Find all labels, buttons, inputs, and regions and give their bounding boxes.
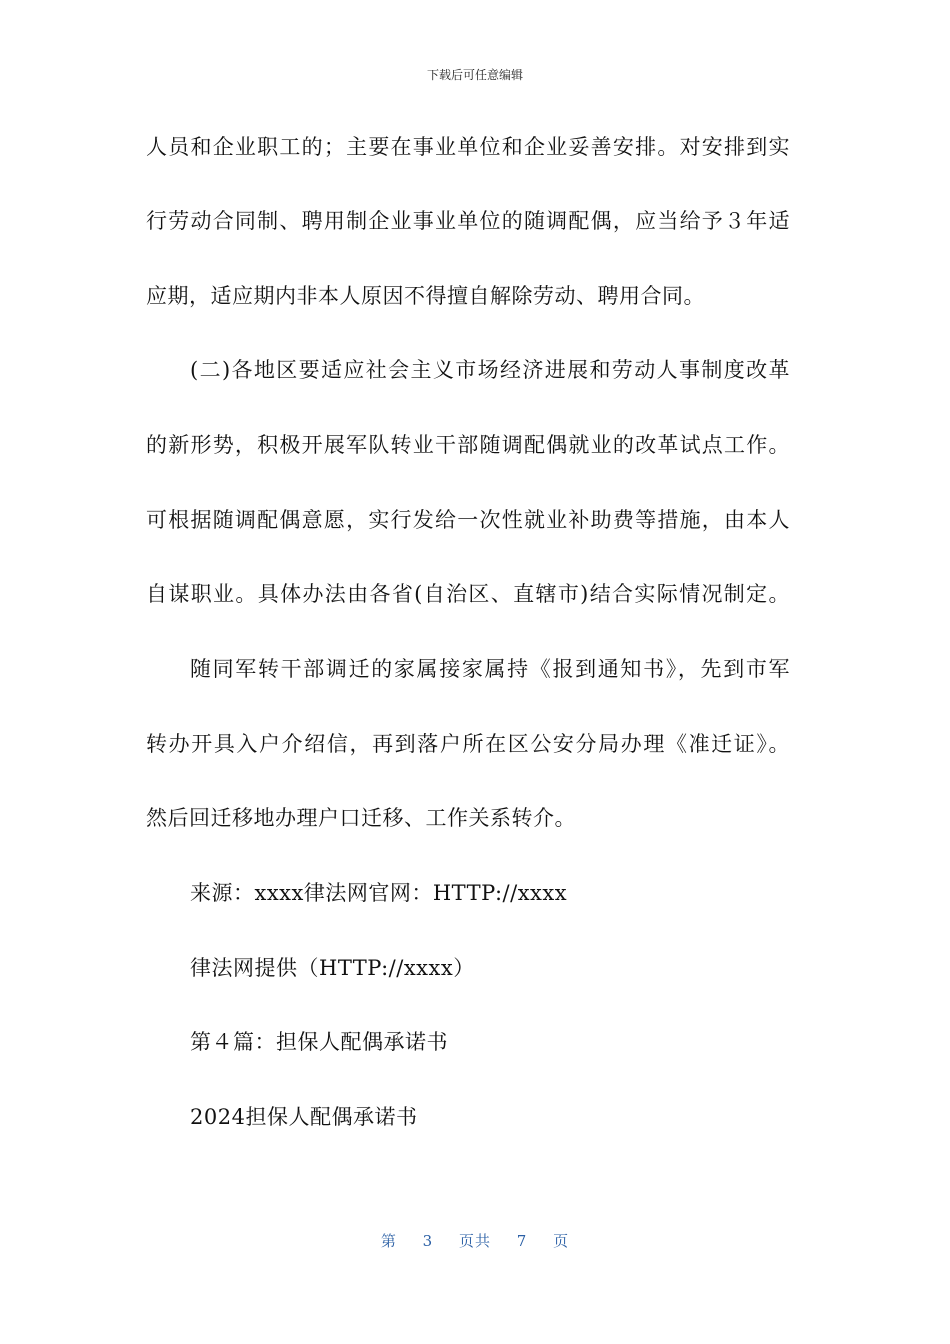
provider-line: 律法网提供（HTTP://xxxx） [190, 956, 475, 980]
paragraph-line: 的新形势，积极开展军队转业干部随调配偶就业的改革试点工作。 [146, 433, 790, 457]
total-pages: 7 [516, 1232, 528, 1250]
paragraph-line: 转办开具入户介绍信，再到落户所在区公安分局办理《准迁证》。 [146, 732, 790, 756]
document-title: 2024担保人配偶承诺书 [190, 1105, 418, 1129]
page-label: 第 [380, 1232, 397, 1250]
paragraph-line: 应期，适应期内非本人原因不得擅自解除劳动、聘用合同。 [146, 284, 705, 308]
page-footer [0, 1230, 950, 1251]
paragraph-line: 人员和企业职工的；主要在事业单位和企业妥善安排。对安排到实 [146, 135, 790, 159]
paragraph-line: 随同军转干部调迁的家属接家属持《报到通知书》，先到市军 [190, 657, 790, 681]
source-line: 来源：xxxx律法网官网：HTTP://xxxx [190, 881, 568, 905]
section-heading: 第４篇：担保人配偶承诺书 [190, 1030, 448, 1054]
paragraph-line: (二)各地区要适应社会主义市场经济进展和劳动人事制度改革 [190, 358, 790, 382]
page-number: 3 [422, 1232, 434, 1250]
page-header: 下载后可任意编辑 [426, 68, 523, 82]
paragraph-line: 自谋职业。具体办法由各省(自治区、直辖市)结合实际情况制定。 [146, 582, 790, 606]
paragraph-line: 行劳动合同制、聘用制企业事业单位的随调配偶，应当给予３年适 [146, 209, 790, 233]
paragraph-line: 然后回迁移地办理户口迁移、工作关系转介。 [146, 806, 576, 830]
paragraph-line: 可根据随调配偶意愿，实行发给一次性就业补助费等措施，由本人 [146, 508, 790, 532]
page-suffix: 页 [553, 1232, 570, 1250]
page-mid-label: 页共 [458, 1232, 491, 1250]
